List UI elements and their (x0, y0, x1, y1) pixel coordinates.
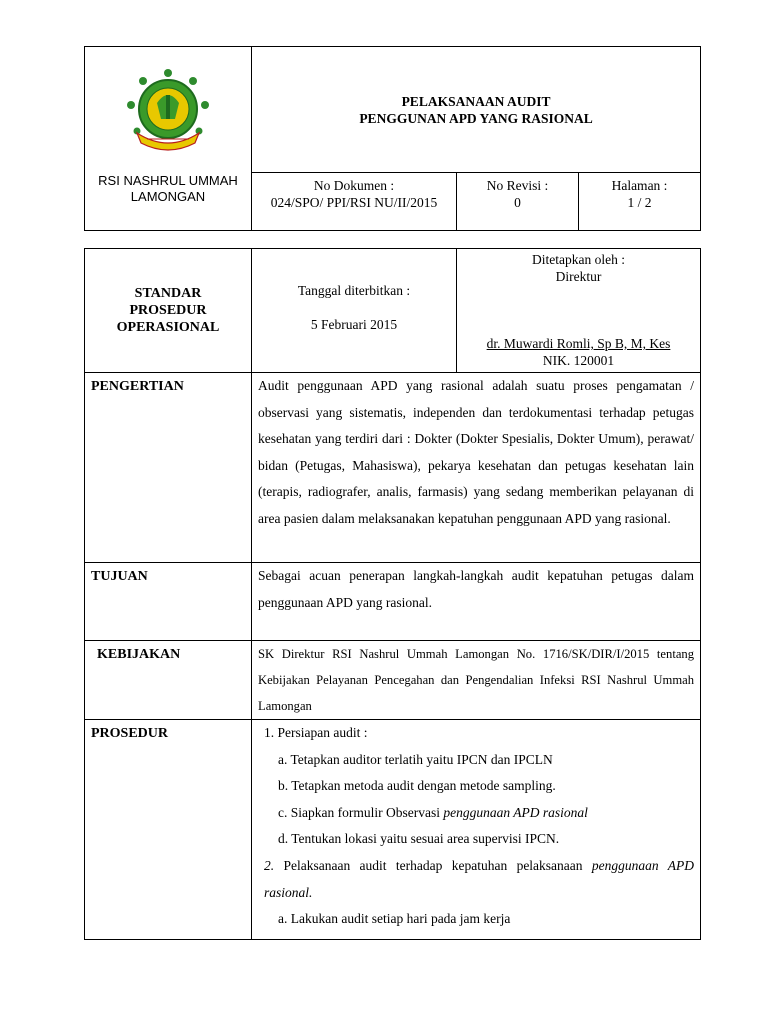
pengertian-text: Audit penggunaan APD yang rasional adalah suatu proses pengamatan / observasi yang sistematis, independen dan terdokumentasi terhadap petugas kesehatan yang terdiri dari : Dokter (Dokter Spesialis, Dokter Umum), perawat/ bidan (Petugas, Mahasiswa), pekarya kesehatan dan petugas kesehatan lain (terapis, radiografer, analis, farmasis) yang sedang memberikan pelayanan di area pasien dalam melaksanakan kepatuhan penggunaan APD yang rasional. (252, 373, 701, 563)
doc-number-cell (252, 173, 457, 231)
prosedur-step-2-em: penggunaan APD rasional. (264, 857, 694, 900)
doc-number: 024/SPO/ PPI/RSI NU/II/2015 (270, 195, 438, 210)
tujuan-label: TUJUAN (85, 563, 252, 641)
hospital-name-line1: RSI NASHRUL UMMAH (98, 173, 238, 188)
hospital-name-line2: LAMONGAN (130, 189, 206, 204)
prosedur-step-2a: a. Lakukan audit setiap hari pada jam kerja (278, 911, 511, 927)
kebijakan-label: KEBIJAKAN (85, 641, 252, 720)
approver-nik: NIK. 120001 (542, 353, 615, 368)
prosedur-step-1c-em: penggunaan APD rasional (443, 804, 588, 820)
page-value: 1 / 2 (627, 195, 652, 210)
prosedur-step-1b: b. Tetapkan metoda audit dengan metode sampling. (278, 778, 556, 794)
prosedur-step-1: 1. Persiapan audit : (264, 725, 368, 740)
title-line2: PENGGUNAN APD YANG RASIONAL (359, 110, 593, 126)
prosedur-step-1a: a. Tetapkan auditor terlatih yaitu IPCN dan IPCLN (278, 751, 553, 767)
sop-body (84, 248, 701, 940)
sop-label-line1: STANDAR (134, 286, 202, 301)
document-header (84, 46, 701, 231)
prosedur-label: PROSEDUR (85, 720, 252, 940)
prosedur-step-1c (258, 800, 694, 827)
prosedur-step-2-number: 2. (264, 857, 275, 873)
issue-date-cell (252, 249, 457, 373)
approver-title: Direktur (555, 269, 602, 284)
sop-label-line2: PROSEDUR (129, 303, 207, 318)
page-cell (579, 173, 701, 231)
document-title (252, 47, 701, 173)
hospital-name (85, 173, 251, 205)
issue-date: 5 Februari 2015 (310, 316, 398, 332)
approved-by-label: Ditetapkan oleh : (532, 252, 625, 267)
revision-label: No Revisi : (486, 178, 549, 193)
prosedur-step-1c-text: c. Siapkan formulir Observasi (278, 804, 444, 820)
prosedur-step-2-text: Pelaksanaan audit terhadap kepatuhan pelaksanaan (274, 857, 592, 873)
pengertian-label: PENGERTIAN (85, 373, 252, 563)
sop-label-line3: OPERASIONAL (116, 320, 220, 335)
page-label: Halaman : (611, 178, 668, 193)
prosedur-step-2 (258, 853, 694, 906)
sop-label (85, 249, 252, 373)
prosedur-step-1d: d. Tentukan lokasi yaitu sesuai area supervisi IPCN. (278, 831, 560, 847)
issue-date-label: Tanggal diterbitkan : (297, 282, 411, 298)
kebijakan-text: SK Direktur RSI Nashrul Ummah Lamongan No. 1716/SK/DIR/I/2015 tentang Kebijakan Pelayanan Pencegahan dan Pengendalian Infeksi RSI Nashrul Ummah Lamongan (252, 641, 701, 720)
prosedur-content (252, 720, 701, 940)
title-line1: PELAKSANAAN AUDIT (401, 93, 551, 109)
approval-cell (457, 249, 701, 373)
hospital-logo (123, 65, 213, 155)
doc-number-label: No Dokumen : (313, 178, 395, 193)
logo-cell (85, 47, 252, 231)
revision-value: 0 (514, 195, 521, 210)
revision-cell (457, 173, 579, 231)
tujuan-text: Sebagai acuan penerapan langkah-langkah audit kepatuhan petugas dalam penggunaan APD yang rasional. (252, 563, 701, 641)
approver-name: dr. Muwardi Romli, Sp B, M, Kes (486, 336, 671, 351)
